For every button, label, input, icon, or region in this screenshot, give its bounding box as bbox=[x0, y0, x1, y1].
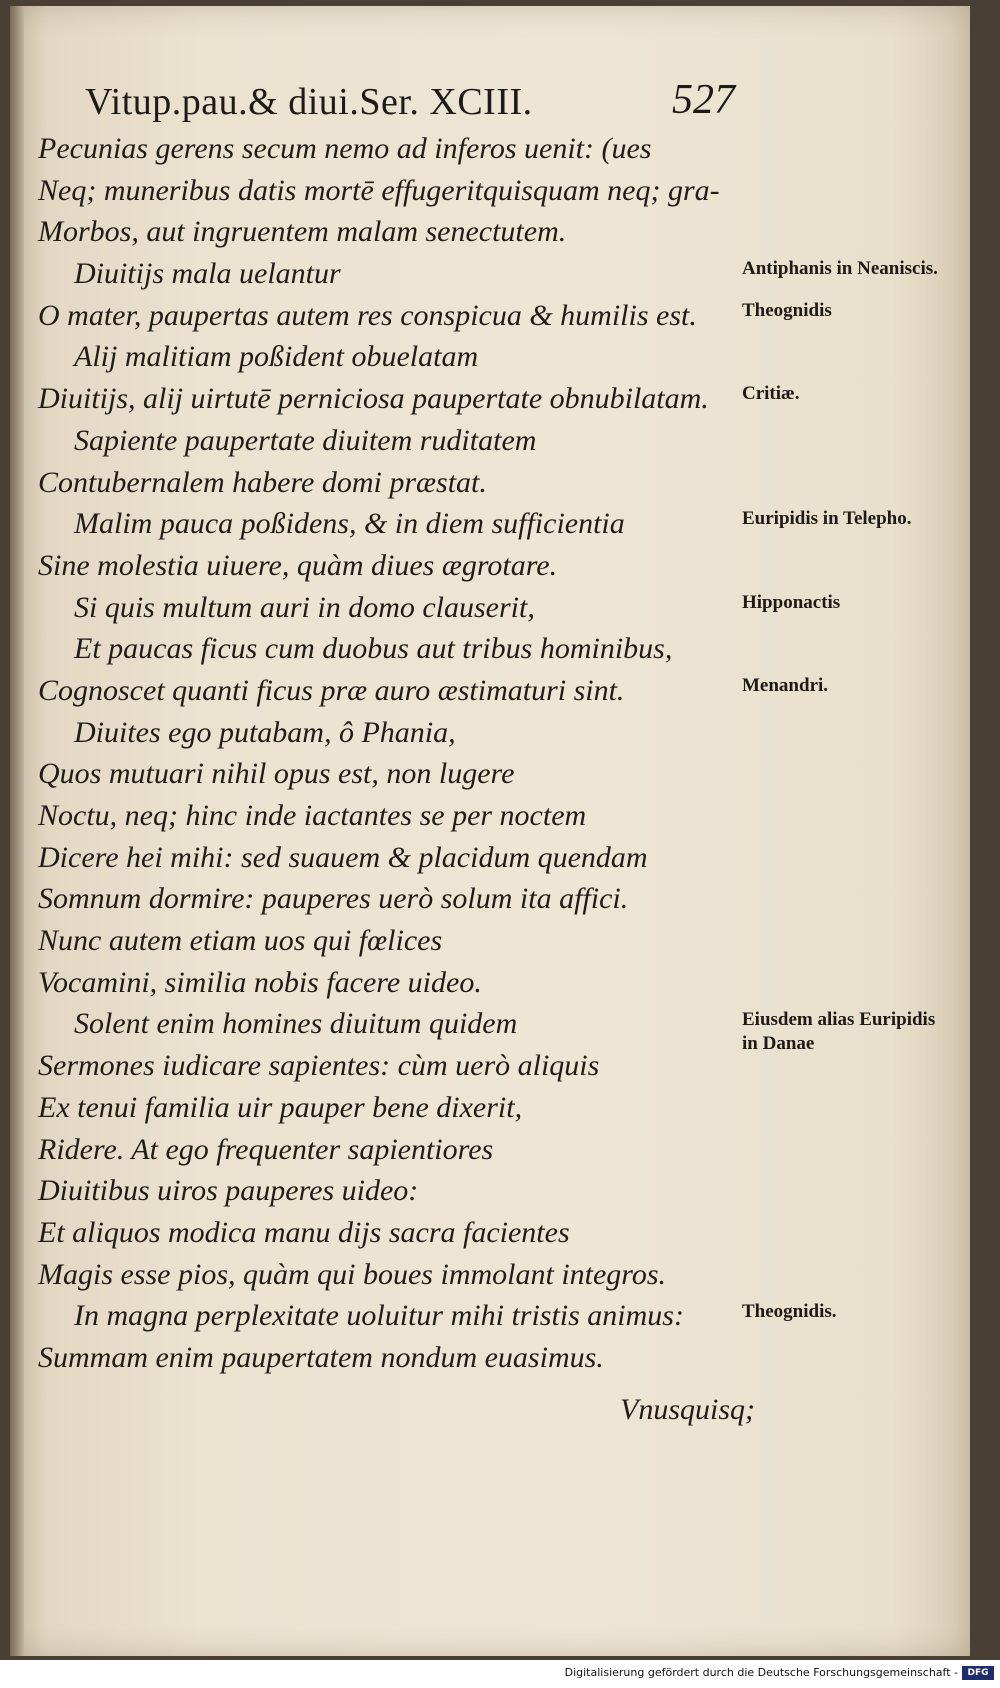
verse-line: Noctu, neq; hinc inde iactantes se per noctem bbox=[38, 799, 587, 832]
verse-line: Ridere. At ego frequenter sapientiores bbox=[38, 1132, 494, 1166]
verse-line: Solent enim homines diuitum quidem bbox=[74, 1007, 518, 1041]
verse-line: Sapiente paupertate diuitem ruditatem bbox=[74, 423, 537, 457]
verse-block bbox=[38, 128, 748, 1379]
running-title: Vitup.pau.& diui.Ser. XCIII. bbox=[85, 81, 533, 123]
verse-line: Et paucas ficus cum duobus aut tribus hominibus, bbox=[74, 632, 673, 666]
verse-line: Neq; muneribus datis mortē effugeritquisquam neq; gra- bbox=[38, 173, 720, 207]
verse-line: Si quis multum auri in domo clauserit, bbox=[74, 590, 535, 624]
verse-line: Diuitijs, alij uirtutē perniciosa paupertate obnubilatam. bbox=[38, 382, 709, 416]
book-spine-shadow bbox=[10, 6, 24, 1656]
verse-line: Ex tenui familia uir pauper bene dixerit, bbox=[38, 1090, 523, 1124]
margin-note-theognidis-1: Theognidis bbox=[742, 299, 832, 321]
verse-line: Pecunias gerens secum nemo ad inferos uenit: (ues bbox=[38, 132, 652, 165]
margin-note-hipponactis: Hipponactis bbox=[742, 591, 841, 613]
margin-note-euripidis-danae: Eiusdem alias Euripidis in Danae bbox=[742, 1008, 936, 1054]
verse-line: Diuitijs mala uelantur bbox=[74, 257, 341, 291]
verse-line: Quos mutuari nihil opus est, non lugere bbox=[38, 757, 515, 791]
verse-line: Contubernalem habere domi præstat. bbox=[38, 465, 487, 499]
verse-line: Nunc autem etiam uos qui fœlices bbox=[38, 924, 443, 958]
verse-line: Magis esse pios, quàm qui boues immolant integros. bbox=[38, 1257, 667, 1291]
margin-note-antiphanis: Antiphanis in Neaniscis. bbox=[742, 258, 938, 280]
verse-line: Morbos, aut ingruentem malam senectutem. bbox=[38, 215, 567, 249]
page-number: 527 bbox=[672, 77, 735, 123]
page-header bbox=[85, 77, 745, 130]
verse-line: Somnum dormire: pauperes uerò solum ita affici. bbox=[38, 882, 629, 916]
verse-line: Vocamini, similia nobis facere uideo. bbox=[38, 965, 482, 999]
verse-line: Summam enim paupertatem nondum euasimus. bbox=[38, 1340, 604, 1374]
verse-line: Sermones iudicare sapientes: cùm uerò aliquis bbox=[38, 1049, 600, 1083]
margin-note-theognidis-2: Theognidis. bbox=[742, 1300, 837, 1322]
dfg-logo: DFG bbox=[962, 1666, 994, 1680]
verse-line: Diuitibus uiros pauperes uideo: bbox=[38, 1174, 419, 1208]
verse-line: Dicere hei mihi: sed suauem & placidum quendam bbox=[38, 840, 648, 874]
verse-line: Diuites ego putabam, ô Phania, bbox=[74, 715, 456, 749]
verse-line: In magna perplexitate uoluitur mihi tristis animus: bbox=[74, 1299, 684, 1333]
verse-line: Malim pauca poßidens, & in diem sufficientia bbox=[74, 507, 625, 541]
verse-line: Alij malitiam poßident obuelatam bbox=[74, 340, 479, 374]
catchword: Vnusquisq; bbox=[620, 1393, 755, 1426]
margin-note-euripidis-telepho: Euripidis in Telepho. bbox=[742, 508, 912, 530]
footer-credit: Digitalisierung gefördert durch die Deutsche Forschungsgemeinschaft - bbox=[564, 1666, 958, 1679]
margin-note-menandri: Menandri. bbox=[742, 675, 829, 697]
verse-line: O mater, paupertas autem res conspicua & humilis est. bbox=[38, 298, 697, 332]
digitization-footer bbox=[0, 1660, 1000, 1688]
verse-line: Cognoscet quanti ficus præ auro æstimaturi sint. bbox=[38, 673, 625, 707]
verse-line: Sine molestia uiuere, quàm diues ægrotare. bbox=[38, 548, 558, 582]
margin-note-critiae: Critiæ. bbox=[742, 383, 800, 405]
verse-line: Et aliquos modica manu dijs sacra facientes bbox=[38, 1215, 570, 1249]
